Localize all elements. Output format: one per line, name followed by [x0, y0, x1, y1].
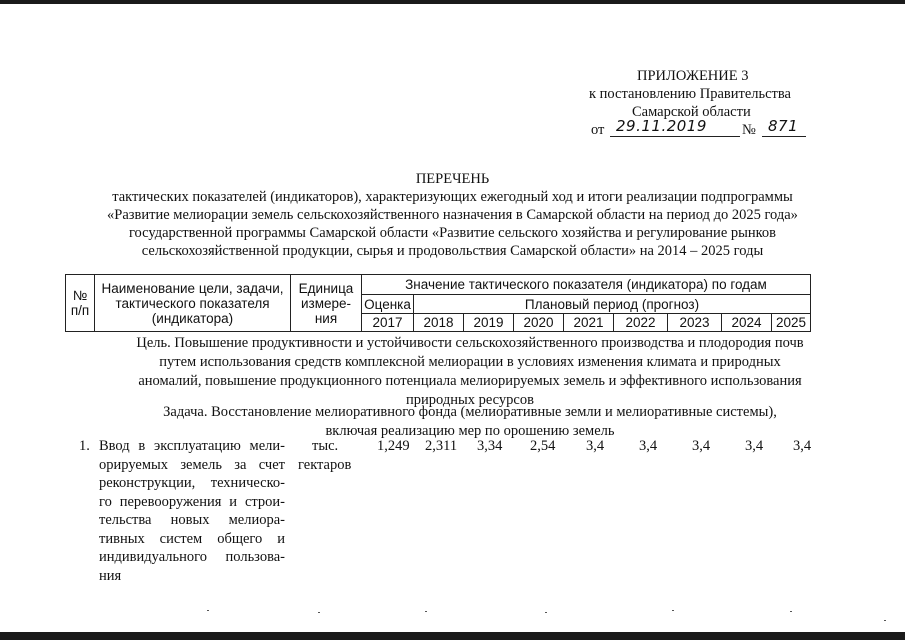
- header-year: 2022: [614, 314, 668, 332]
- annex-line-1: к постановлению Правительства: [589, 86, 791, 102]
- task-text: [90, 403, 850, 441]
- header-estimate: Оценка: [362, 295, 414, 314]
- value-2024: 3,4: [745, 438, 764, 454]
- header-year: 2018: [414, 314, 464, 332]
- number-underline: [762, 136, 806, 137]
- value-2022: 3,4: [639, 438, 658, 454]
- header-unit: Единица измере-ния: [291, 275, 362, 332]
- header-year: 2023: [668, 314, 722, 332]
- indicator-table-header: [65, 274, 811, 332]
- value-2025: 3,4: [793, 438, 812, 454]
- header-year: 2019: [464, 314, 514, 332]
- indicator-name: [99, 437, 285, 585]
- row-number: 1.: [79, 438, 90, 454]
- scan-speck: [884, 620, 886, 621]
- scan-speck: [207, 610, 209, 611]
- goal-text: [90, 334, 850, 410]
- header-name: Наименование цели, задачи, тактического показателя (индикатора): [95, 275, 291, 332]
- doc-title-line-3: государственной программы Самарской области «Развитие сельского хозяйства и регулирование рынков: [128, 225, 777, 241]
- unit-line: тыс.: [312, 438, 339, 454]
- header-values: Значение тактического показателя (индикатора) по годам: [362, 275, 811, 295]
- scan-speck: [672, 610, 674, 611]
- annex-number-handwritten: 871: [768, 117, 799, 135]
- task-line: Задача. Восстановление мелиоративного фонда (мелиоративные земли и мелиоративные системы),: [163, 404, 777, 420]
- annex-date-prefix: от: [591, 122, 605, 138]
- unit-line: гектаров: [298, 457, 352, 473]
- header-num: № п/п: [66, 275, 95, 332]
- value-2020: 2,54: [530, 438, 556, 454]
- indicator-name-line: го перевооружения и строи-: [99, 493, 285, 510]
- goal-line: путем использования средств комплексной мелиорации в условиях изменения климата и природных: [159, 354, 781, 370]
- indicator-name-line: Ввод в эксплуатацию мели-: [99, 438, 285, 454]
- annex-number-prefix: №: [742, 122, 756, 138]
- indicator-name-line: реконструкции, техническо-: [99, 475, 285, 491]
- goal-line: природных ресурсов: [406, 392, 534, 408]
- doc-title-line-1: тактических показателей (индикаторов), характеризующих ежегодный ход и итоги реализации подпрограммы: [112, 189, 793, 205]
- header-year: 2021: [564, 314, 614, 332]
- task-line: включая реализацию мер по орошению земель: [325, 423, 615, 439]
- scan-top-edge: [0, 0, 905, 4]
- doc-title-line-2: «Развитие мелиорации земель сельскохозяйственного назначения в Самарской области на период до 2025 года»: [107, 207, 798, 223]
- value-2023: 3,4: [692, 438, 711, 454]
- doc-heading: ПЕРЕЧЕНЬ: [415, 171, 490, 187]
- value-2017: 1,249: [377, 438, 410, 454]
- header-year: 2017: [362, 314, 414, 332]
- annex-line-2: Самарской области: [632, 104, 751, 120]
- scan-speck: [545, 612, 547, 613]
- indicator-name-line: индивидуального пользова-: [99, 549, 285, 565]
- annex-title: ПРИЛОЖЕНИЕ 3: [637, 68, 749, 84]
- value-2019: 3,34: [477, 438, 503, 454]
- header-year: 2025: [772, 314, 811, 332]
- header-planned: Плановый период (прогноз): [414, 295, 811, 314]
- scan-speck: [318, 612, 320, 613]
- header-year: 2024: [722, 314, 772, 332]
- indicator-name-line: ния: [99, 567, 122, 584]
- scan-bottom-edge: [0, 632, 905, 640]
- indicator-name-line: орируемых земель за счет: [99, 456, 285, 473]
- annex-date-handwritten: 29.11.2019: [616, 117, 707, 135]
- indicator-name-line: тивных систем общего и: [99, 530, 285, 547]
- goal-line: Цель. Повышение продуктивности и устойчивости сельскохозяйственного производства и плодородия почв: [136, 335, 804, 351]
- date-underline: [610, 136, 740, 137]
- value-2018: 2,311: [425, 438, 458, 454]
- doc-title-line-4: сельскохозяйственной продукции, сырья и продовольствия Самарской области» на 2014 – 2025 годы: [141, 243, 764, 259]
- header-year: 2020: [514, 314, 564, 332]
- scan-speck: [425, 611, 427, 612]
- indicator-name-line: тельства новых мелиора-: [99, 512, 285, 528]
- scan-speck: [790, 611, 792, 612]
- goal-line: аномалий, повышение продукционного потенциала мелиорируемых земель и эффективного использования: [138, 373, 802, 389]
- value-2021: 3,4: [586, 438, 605, 454]
